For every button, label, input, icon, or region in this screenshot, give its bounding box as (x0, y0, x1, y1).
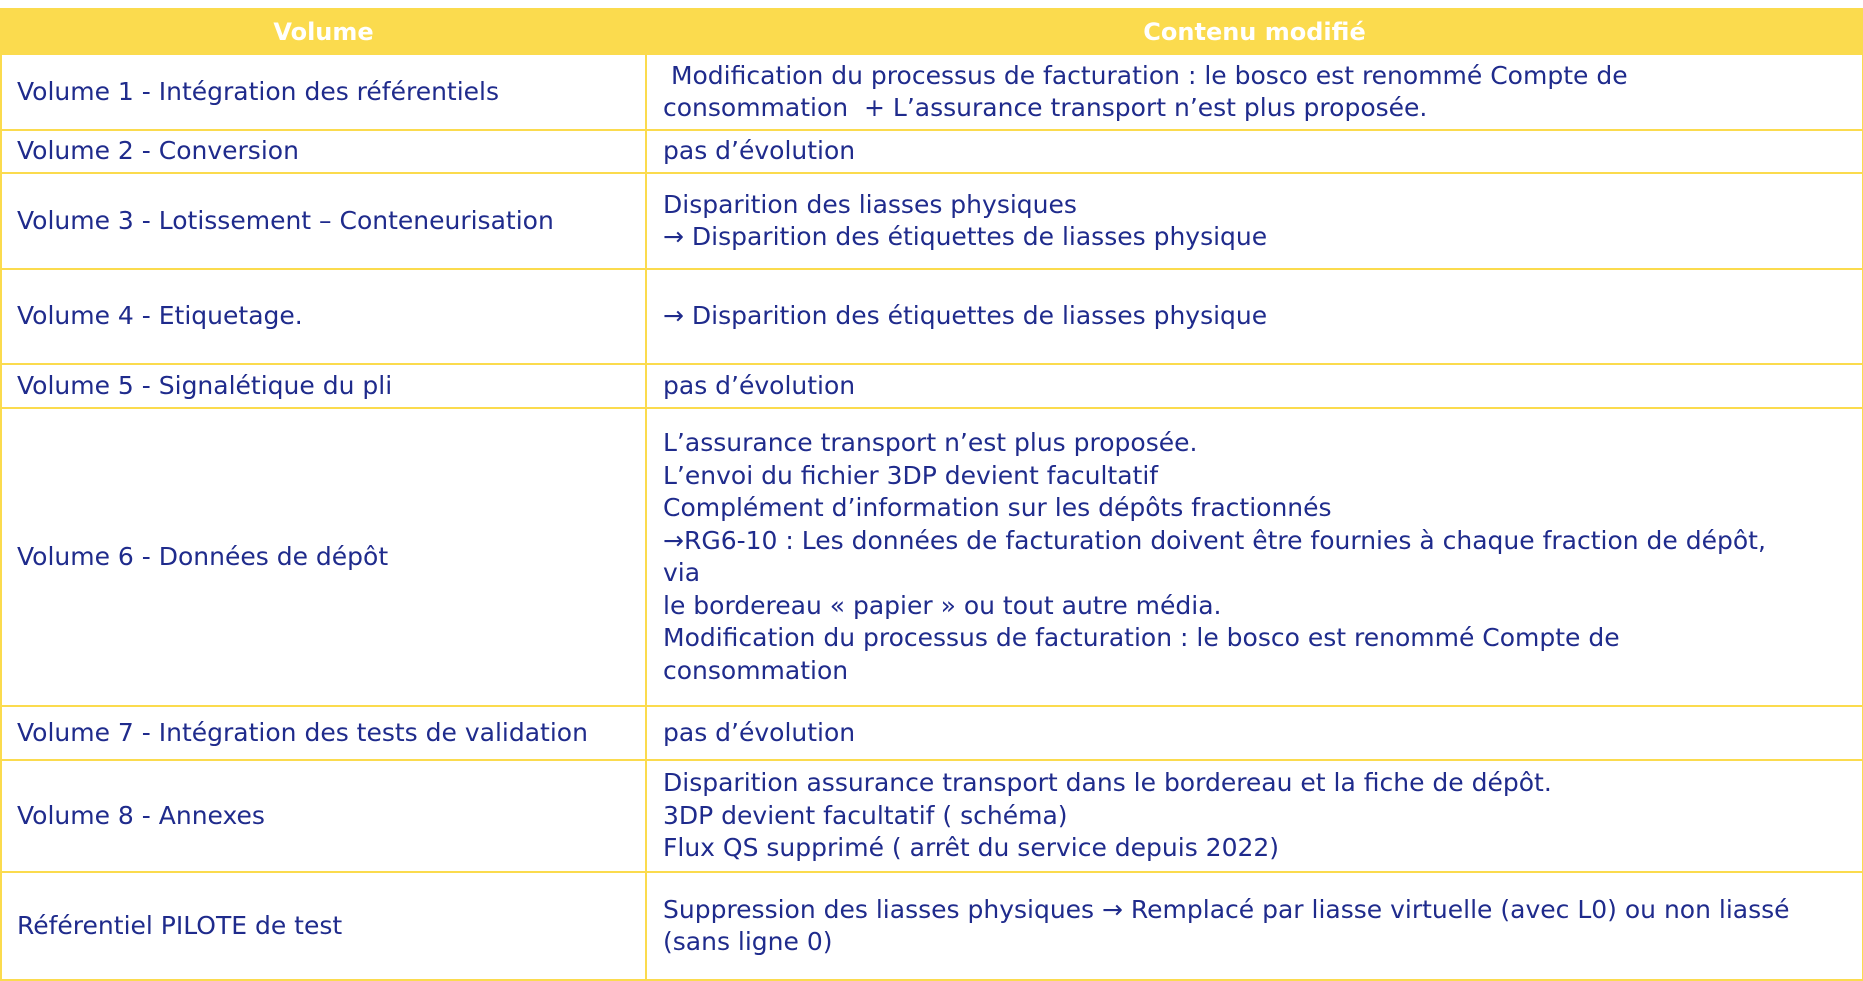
volume-cell: Volume 5 - Signalétique du pli (1, 364, 646, 408)
content-line: (sans ligne 0) (663, 927, 833, 956)
content-cell (646, 364, 1863, 408)
content-cell (646, 269, 1863, 364)
table-row (1, 408, 1863, 706)
content-line: → Disparition des étiquettes de liasses physique (663, 301, 1268, 331)
content-line: 3DP devient facultatif ( schéma) (663, 800, 1068, 830)
table-row (1, 760, 1863, 872)
content-cell (646, 173, 1863, 269)
volume-cell: Volume 7 - Intégration des tests de validation (1, 706, 646, 760)
content-line: le bordereau « papier » ou tout autre média. (663, 590, 1222, 620)
content-line: Flux QS supprimé ( arrêt du service depuis 2022) (663, 833, 1280, 863)
content-line: Suppression des liasses physiques → Remplacé par liasse virtuelle (avec L0) ou non liassé (663, 894, 1790, 924)
table-row (1, 173, 1863, 269)
content-cell (646, 760, 1863, 872)
content-cell (646, 408, 1863, 706)
content-line: L’envoi du fichier 3DP devient facultatif (663, 460, 1159, 490)
table-row (1, 706, 1863, 760)
content-line: pas d’évolution (663, 717, 856, 747)
header-row (1, 9, 1863, 54)
content-line: pas d’évolution (663, 370, 856, 400)
content-line: Modification du processus de facturation : le bosco est renommé Compte de (663, 623, 1620, 652)
content-line: → Disparition des étiquettes de liasses physique (663, 222, 1268, 251)
content-line: Modification du processus de facturation : le bosco est renommé Compte de (663, 60, 1628, 90)
changes-table (0, 8, 1863, 981)
content-line: Disparition des liasses physiques (663, 189, 1077, 219)
content-line: Disparition assurance transport dans le bordereau et la fiche de dépôt. (663, 768, 1552, 798)
content-cell (646, 706, 1863, 760)
content-line: consommation + L’assurance transport n’est plus proposée. (663, 93, 1428, 122)
volume-cell: Volume 4 - Etiquetage. (1, 269, 646, 364)
header-volume: Volume (1, 9, 646, 54)
content-cell (646, 130, 1863, 173)
content-line: via (663, 558, 701, 587)
volume-cell: Volume 6 - Données de dépôt (1, 408, 646, 706)
content-cell (646, 872, 1863, 980)
content-line: →RG6-10 : Les données de facturation doivent être fournies à chaque fraction de dépôt, (663, 525, 1766, 555)
content-line: Complément d’information sur les dépôts fractionnés (663, 493, 1332, 522)
content-line: consommation (663, 655, 849, 685)
volume-cell: Volume 8 - Annexes (1, 760, 646, 872)
table-row (1, 130, 1863, 173)
table-row (1, 269, 1863, 364)
header-contenu-modifie: Contenu modifié (646, 9, 1863, 54)
content-cell (646, 54, 1863, 130)
volume-cell: Volume 3 - Lotissement – Conteneurisation (1, 173, 646, 269)
volume-cell: Référentiel PILOTE de test (1, 872, 646, 980)
table-row (1, 54, 1863, 130)
content-line: pas d’évolution (663, 136, 856, 166)
content-line: L’assurance transport n’est plus proposée. (663, 428, 1198, 457)
volume-cell: Volume 2 - Conversion (1, 130, 646, 173)
table-row (1, 364, 1863, 408)
table-row (1, 872, 1863, 980)
volume-cell: Volume 1 - Intégration des référentiels (1, 54, 646, 130)
